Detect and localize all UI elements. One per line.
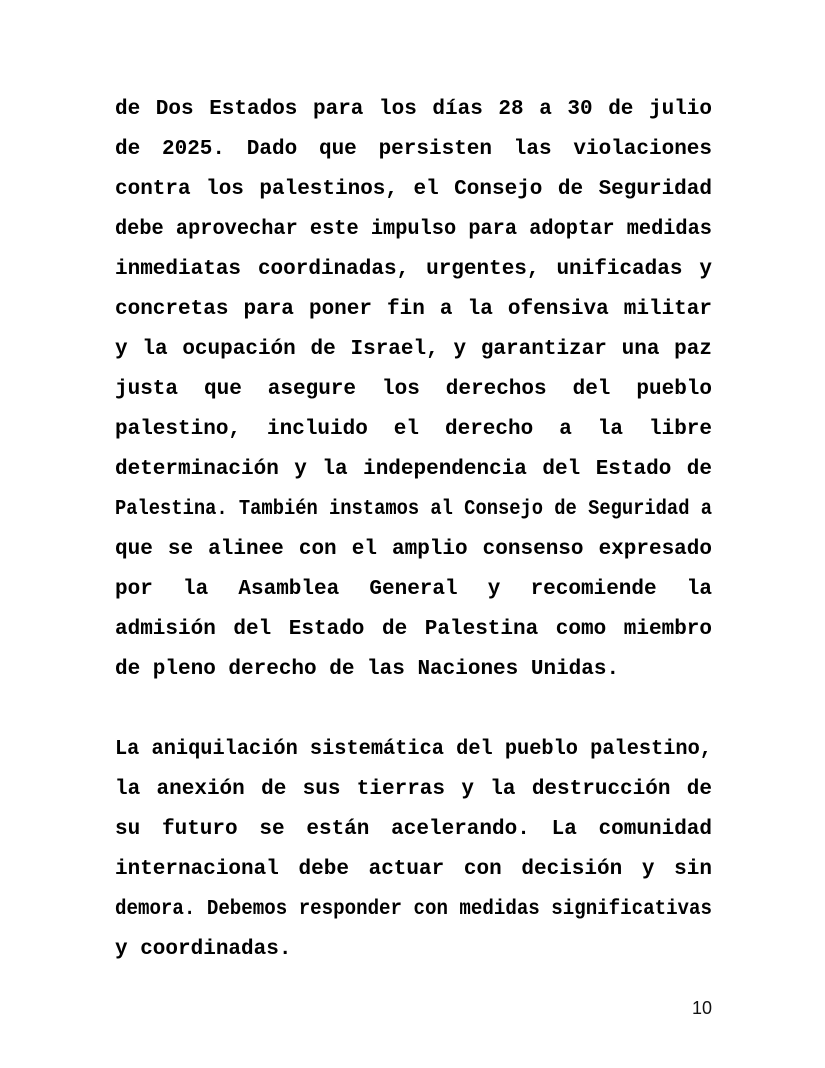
text-line	[115, 290, 712, 330]
text-line	[115, 210, 712, 250]
text-line-content: inmediatas coordinadas, urgentes, unificadas y	[115, 258, 712, 281]
text-line	[115, 450, 712, 490]
text-line	[115, 610, 712, 650]
text-line-content: contra los palestinos, el Consejo de Seguridad	[115, 178, 712, 201]
text-line	[115, 810, 712, 850]
text-line-content: Palestina. También instamos al Consejo de Seguridad a	[115, 498, 712, 521]
text-line-content: concretas para poner fin a la ofensiva militar	[115, 298, 712, 321]
text-line	[115, 930, 712, 970]
text-line	[115, 130, 712, 170]
paragraph-1	[115, 90, 712, 690]
text-line	[115, 370, 712, 410]
text-line-content: la anexión de sus tierras y la destrucción de	[115, 778, 712, 801]
text-line-content: justa que asegure los derechos del pueblo	[115, 378, 712, 401]
text-line	[115, 770, 712, 810]
text-line-content: de pleno derecho de las Naciones Unidas.	[115, 658, 620, 681]
text-line	[115, 490, 712, 530]
text-line	[115, 170, 712, 210]
text-line	[115, 90, 712, 130]
page-number: 10	[691, 998, 712, 1018]
text-line-content: de Dos Estados para los días 28 a 30 de julio	[115, 98, 712, 121]
text-line-content: y la ocupación de Israel, y garantizar una paz	[115, 338, 712, 361]
text-line	[115, 250, 712, 290]
paragraph-2	[115, 730, 712, 970]
text-line	[115, 330, 712, 370]
text-line	[115, 410, 712, 450]
text-line-content: La aniquilación sistemática del pueblo palestino,	[115, 738, 712, 761]
text-line-content: admisión del Estado de Palestina como miembro	[115, 618, 712, 641]
text-line-content: que se alinee con el amplio consenso expresado	[115, 538, 712, 561]
text-line-content: determinación y la independencia del Estado de	[115, 458, 712, 481]
text-line	[115, 730, 712, 770]
text-line-content: de 2025. Dado que persisten las violaciones	[115, 138, 712, 161]
text-line	[115, 890, 712, 930]
text-line	[115, 850, 712, 890]
text-line-content: palestino, incluido el derecho a la libre	[115, 418, 712, 441]
document-body	[115, 90, 712, 970]
text-line-content: su futuro se están acelerando. La comunidad	[115, 818, 712, 841]
text-line	[115, 650, 712, 690]
text-line	[115, 570, 712, 610]
text-line	[115, 530, 712, 570]
text-line-content: internacional debe actuar con decisión y sin	[115, 858, 712, 881]
text-line-content: demora. Debemos responder con medidas significativas	[115, 898, 712, 921]
text-line-content: por la Asamblea General y recomiende la	[115, 578, 712, 601]
text-line-content: y coordinadas.	[115, 938, 292, 961]
text-line-content: debe aprovechar este impulso para adoptar medidas	[115, 218, 712, 241]
